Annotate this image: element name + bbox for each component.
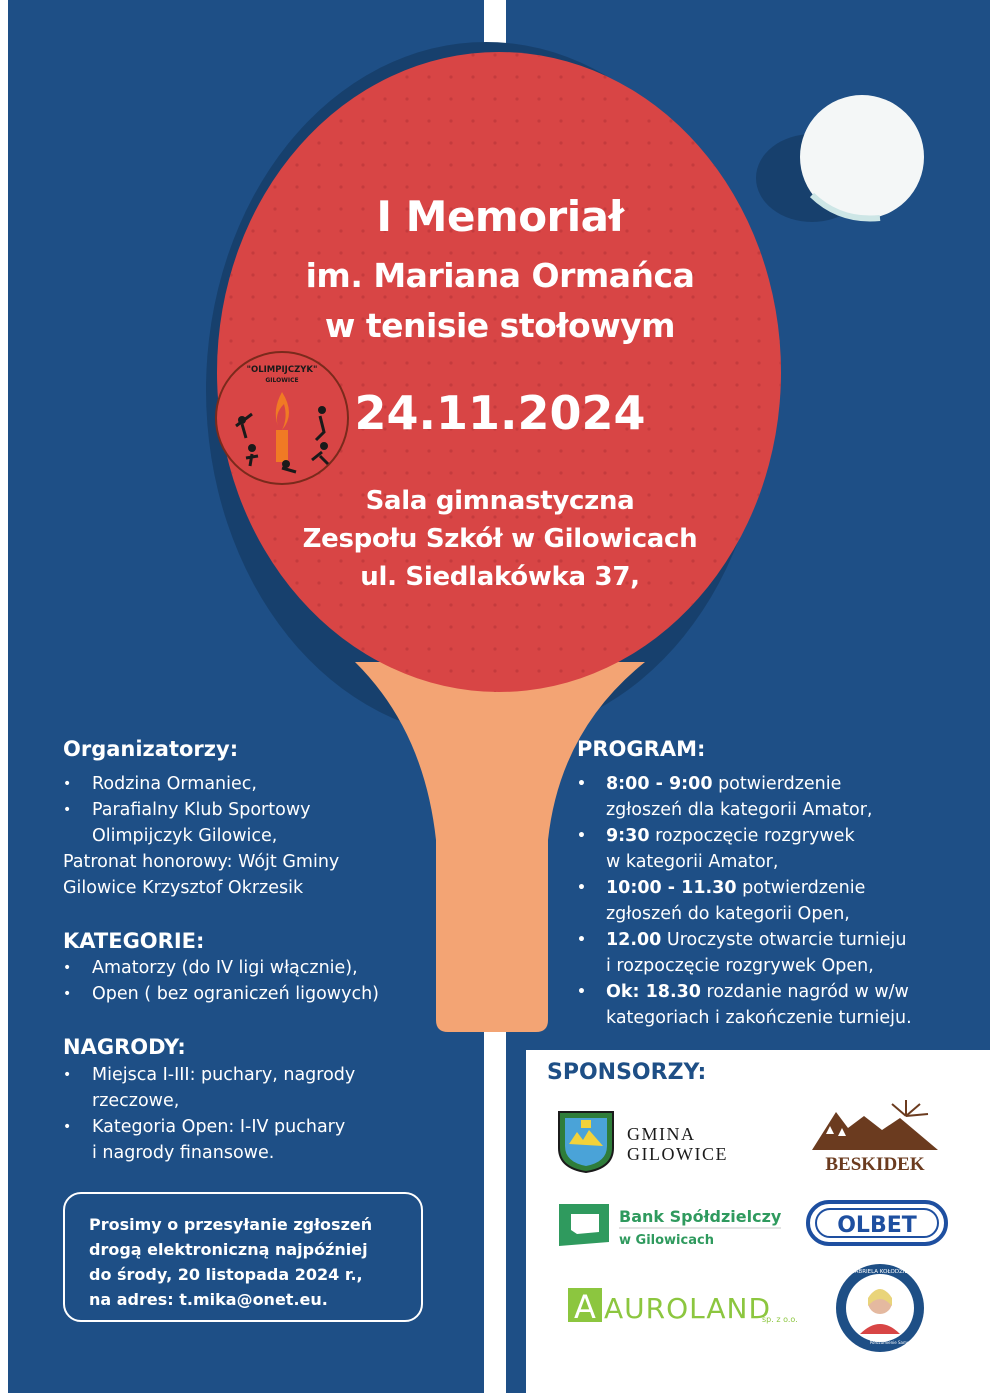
olbet-logo (806, 1200, 948, 1246)
list-item: • Miejsca I-III: puchary, nagrody rzeczowe, (63, 1062, 463, 1114)
program-item: • 9:30 rozpoczęcie rozgrywek w kategorii Amator, (577, 823, 977, 875)
svg-text:BESKIDEK: BESKIDEK (825, 1154, 925, 1175)
beskidek-logo (808, 1098, 943, 1176)
list-item: • Open ( bez ograniczeń ligowych) (63, 981, 463, 1007)
svg-text:GILOWICE: GILOWICE (265, 377, 299, 384)
list-item: • Parafialny Klub Sportowy (63, 797, 463, 823)
event-subtitle-discipline: w tenisie stołowym (324, 306, 676, 345)
event-date: 24.11.2024 (354, 386, 646, 440)
program-item: • 12.00 Uroczyste otwarcie turnieju i rozpoczęcie rozgrywek Open, (577, 927, 977, 979)
svg-text:A: A (574, 1288, 596, 1326)
program-heading: PROGRAM: (577, 737, 706, 761)
svg-text:GABRIELA KOŁODZIEJ: GABRIELA KOŁODZIEJ (850, 1269, 910, 1275)
categories-heading: KATEGORIE: (63, 929, 205, 953)
venue-line-1: Sala gimnastyczna (365, 486, 635, 516)
gmina-gilowice-logo (555, 1108, 740, 1174)
svg-text:OLBET: OLBET (837, 1213, 917, 1238)
registration-notice (63, 1192, 423, 1322)
gabriela-kolodziej-badge (834, 1262, 926, 1354)
program-item: • 10:00 - 11.30 potwierdzenie zgłoszeń do kategorii Open, (577, 875, 977, 927)
svg-text:"OLIMPIJCZYK": "OLIMPIJCZYK" (246, 365, 318, 375)
event-subtitle-patron: im. Mariana Ormańca (305, 256, 695, 295)
prizes-list (63, 1062, 463, 1166)
patronage-line-1: Patronat honorowy: Wójt Gminy (63, 852, 340, 872)
svg-text:sp. z o.o.: sp. z o.o. (762, 1315, 798, 1324)
svg-text:AUROLAND: AUROLAND (604, 1292, 772, 1325)
venue-line-2: Zespołu Szkół w Gilowicach (302, 524, 698, 554)
venue-line-3: ul. Siedlakówka 37, (360, 562, 640, 592)
svg-text:w Gilowicach: w Gilowicach (619, 1233, 714, 1248)
list-item: • Amatorzy (do IV ligi włącznie), (63, 955, 463, 981)
prizes-heading: NAGRODY: (63, 1035, 186, 1059)
svg-text:Bank Spółdzielczy: Bank Spółdzielczy (619, 1207, 782, 1226)
categories-list (63, 955, 463, 1007)
organizers-heading: Organizatorzy: (63, 737, 239, 761)
notice-line: do środy, 20 listopada 2024 r., (89, 1265, 363, 1284)
notice-line: na adres: t.mika@onet.eu. (89, 1290, 328, 1309)
organizers-continuation: Olimpijczyk Gilowice, (92, 826, 278, 846)
program-list (577, 771, 977, 1031)
svg-text:Porozumienie Samorządowe: Porozumienie Samorządowe (869, 1340, 926, 1345)
navy-right-strip (506, 1050, 526, 1400)
notice-line: drogą elektroniczną najpóźniej (89, 1240, 368, 1259)
auroland-logo (566, 1284, 808, 1330)
sponsors-heading: SPONSORZY: (547, 1060, 707, 1085)
program-item: • 8:00 - 9:00 potwierdzenie zgłoszeń dla kategorii Amator, (577, 771, 977, 823)
list-item: • Kategoria Open: I-IV puchary i nagrody finansowe. (63, 1114, 463, 1166)
list-item: • Rodzina Ormaniec, (63, 771, 463, 797)
program-item: • Ok: 18.30 rozdanie nagród w w/w kategoriach i zakończenie turnieju. (577, 979, 977, 1031)
patronage-line-2: Gilowice Krzysztof Okrzesik (63, 878, 304, 898)
notice-line: Prosimy o przesyłanie zgłoszeń (89, 1215, 373, 1234)
event-title: I Memoriał (376, 192, 624, 241)
svg-text:GMINA: GMINA (627, 1124, 696, 1144)
svg-text:GILOWICE: GILOWICE (627, 1144, 728, 1164)
organizers-list (63, 771, 463, 823)
bank-spoldzielczy-logo (555, 1200, 790, 1252)
